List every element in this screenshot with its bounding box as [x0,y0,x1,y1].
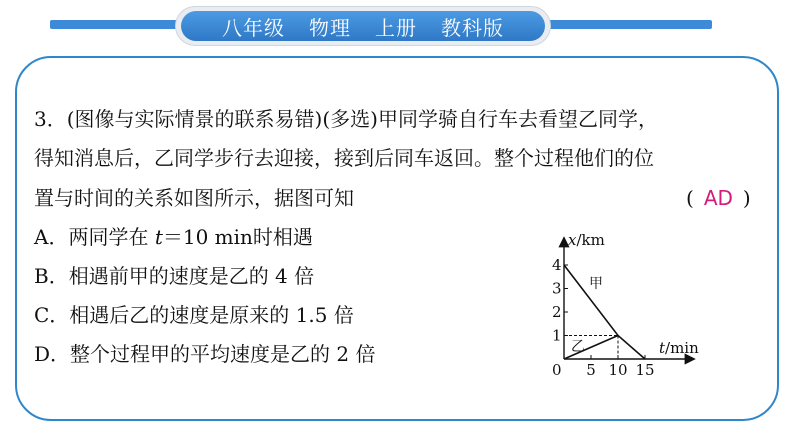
answer-text: AD [703,186,733,210]
y-axis-label-var: x [568,231,577,249]
question-stem-line-2: 得知消息后，乙同学步行去迎接，接到后同车返回。整个过程他们的位 [34,146,654,170]
header-tag-volume: 上册 [375,15,417,40]
y-tick-label: 4 [552,256,562,274]
header-banner [175,6,551,46]
x-tick-label: 10 [608,361,628,379]
y-axis-label [568,231,605,249]
option-a-variable: t [154,225,163,249]
series-label-jia: 甲 [589,276,603,292]
question-stem-text-1: (图像与实际情景的联系易错)(多选)甲同学骑自行车去看望乙同学， [66,107,658,131]
question-stem-line-1 [34,107,658,131]
x-axis-label-var: t [659,339,666,357]
header-tag-edition: 教科版 [441,15,504,40]
answer-paren-open: ( [686,186,694,210]
y-tick-label: 2 [552,303,562,321]
header-tags [181,11,545,41]
position-time-graph [535,225,715,385]
option-b: B．相遇前甲的速度是乙的 4 倍 [34,264,315,288]
answer-paren-close: ) [742,186,751,210]
option-c: C．相遇后乙的速度是原来的 1.5 倍 [34,303,354,327]
option-a-prefix: A．两同学在 [34,225,155,249]
option-a [34,225,313,249]
header-tag-grade: 八年级 [222,15,285,40]
x-axis-label-unit: /min [665,339,699,357]
y-tick-label: 1 [552,326,562,345]
option-d: D．整个过程甲的平均速度是乙的 2 倍 [34,342,376,366]
option-a-suffix: ＝10 min时相遇 [162,225,313,249]
answer-bracket [686,186,751,210]
header-tag-subject: 物理 [309,15,351,40]
question-stem-line-3: 置与时间的关系如图所示，据图可知 [34,186,354,210]
series-label-yi: 乙 [571,339,585,355]
y-tick-label: 3 [552,279,562,298]
question-number: 3． [34,107,67,131]
x-axis-label [659,339,699,357]
y-axis-label-unit: /km [576,231,605,249]
x-tick-label: 15 [635,361,655,379]
origin-label: 0 [552,361,562,379]
x-tick-label: 5 [586,361,596,379]
